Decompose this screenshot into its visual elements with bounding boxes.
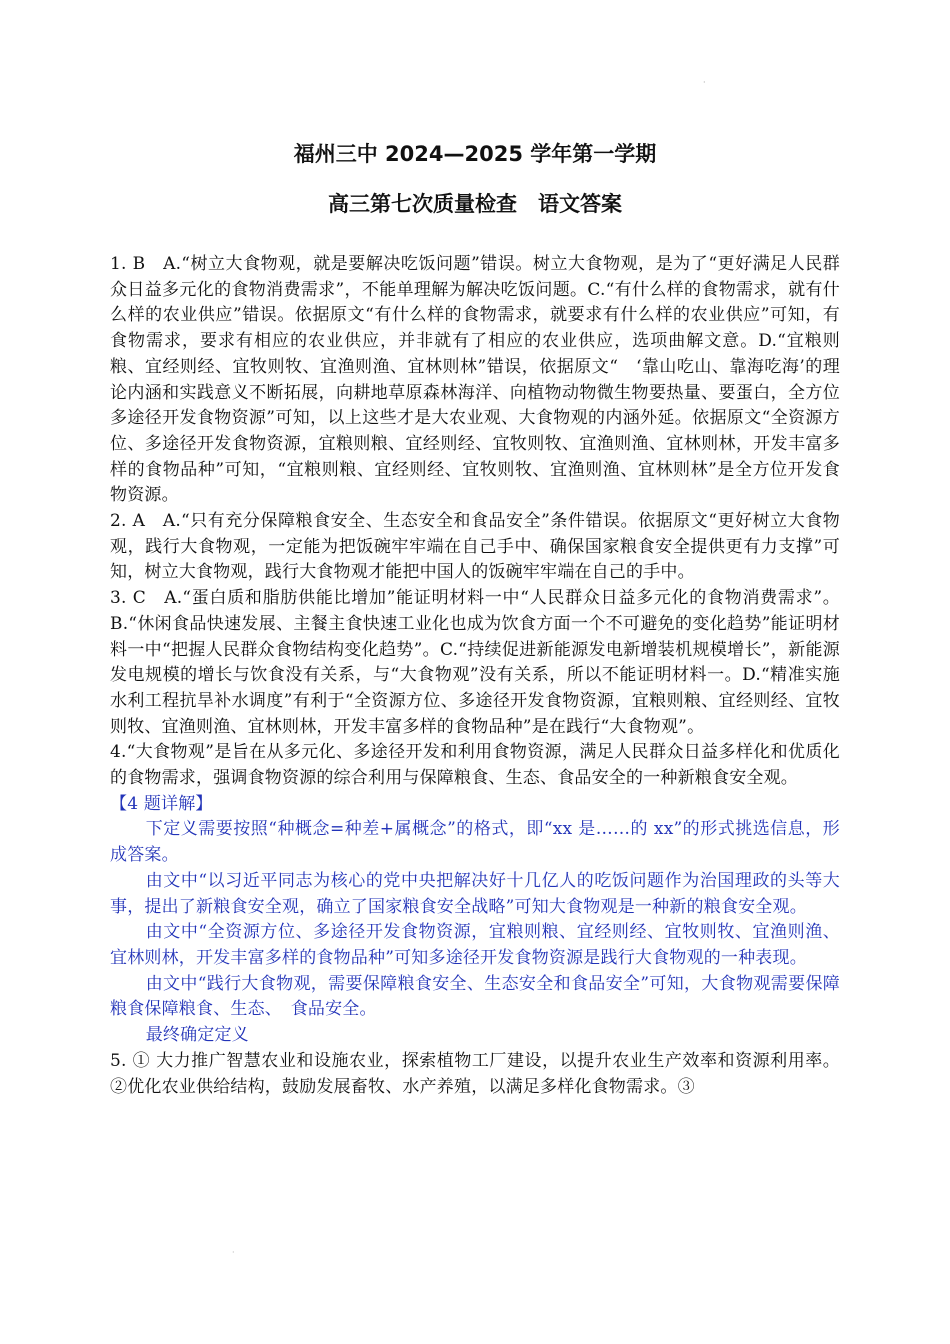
- exam-subtitle: 高三第七次质量检查 语文答案: [328, 192, 622, 216]
- detail-heading: 【4 题详解】: [110, 793, 213, 814]
- answer-q3: 3. C A.“蛋白质和脂肪供能比增加”能证明材料一中“人民群众日益多元化的食物消费需求”。B.“休闲食品快速发展、主餐主食快速工业化也成为饮食方面一个不可避免的变化趋势”能证明材料一中“把握人民群众食物结构变化趋势”。C.“持续促进新能源发电新增装机规模增长”，新能源发电规模的增长与饮食没有关系，与“大食物观”没有关系，所以不能证明材料一。D.“精准实施水利工程抗旱补水调度”有利于“全资源方位、多途径开发食物资源，宜粮则粮、宜经则经、宜牧则牧、宜渔则渔、宜林则林，开发丰富多样的食物品种”是在践行“大食物观”。: [110, 588, 840, 737]
- detail-paragraph-1: 下定义需要按照“种概念=种差+属概念”的格式，即“xx 是……的 xx”的形式挑选信息，形成答案。: [110, 819, 840, 866]
- detail-paragraph-3: 由文中“全资源方位、多途径开发食物资源，宜粮则粮、宜经则经、宜牧则牧、宜渔则渔、宜林则林，开发丰富多样的食物品种”可知多途径开发食物资源是践行大食物观的一种表现。: [110, 922, 840, 968]
- answer-q2: 2. A A.“只有充分保障粮食安全、生态安全和食品安全”条件错误。依据原文“更好树立大食物观，践行大食物观，一定能为把饭碗牢牢端在自己手中、确保国家粮食安全提供更有力支撑”可知，树立大食物观，践行大食物观才能把中国人的饭碗牢牢端在自己的手中。: [110, 511, 840, 583]
- detail-paragraph-2: 由文中“以习近平同志为核心的党中央把解决好十几亿人的吃饭问题作为治国理政的头等大事，提出了新粮食安全观，确立了国家粮食安全战略”可知大食物观是一种新的粮食安全观。: [110, 870, 840, 917]
- answer-q1: 1. B A.“树立大食物观，就是要解决吃饭问题”错误。树立大食物观，是为了“更好满足人民群众日益多元化的食物消费需求”，不能单理解为解决吃饭问题。C.“有什么样的食物需求，就有什么样的农业供应”错误。依据原文“有什么样的食物需求，就要求有什么样的农业供应”可知，有食物需求，要求有相应的农业供应，并非就有了相应的农业供应，选项曲解文意。D.“宜粮则粮、宜经则经、宜牧则牧、宜渔则渔、宜林则林”错误，依据原文“ ‘靠山吃山、靠海吃海’的理论内涵和实践意义不断拓展，向耕地草原森林海洋、向植物动物微生物要热量、要蛋白，全方位多途径开发食物资源”可知，以上这些才是大农业观、大食物观的内涵外延。依据原文“全资源方位、多途径开发食物资源，宜粮则粮、宜经则经、宜牧则牧、宜渔则渔、宜林则林，开发丰富多样的食物品种”可知，“宜粮则粮、宜经则经、宜牧则牧、宜渔则渔、宜林则林”是全方位开发食物资源。: [110, 254, 840, 506]
- scan-dot-bottom: ·: [232, 1248, 235, 1257]
- detail-paragraph-4: 由文中“践行大食物观，需要保障粮食安全、生态安全和食品安全”可知，大食物观需要保障粮食保障粮食、生态、 食品安全。: [110, 973, 840, 1020]
- detail-paragraph-5: 最终确定定义: [145, 1025, 249, 1046]
- answer-content: [110, 252, 840, 1100]
- answer-q5: 5. ① 大力推广智慧农业和设施农业，探索植物工厂建设，以提升农业生产效率和资源利用率。②优化农业供给结构，鼓励发展畜牧、水产养殖，以满足多样化食物需求。③: [110, 1050, 840, 1097]
- answer-q4: 4.“大食物观”是旨在从多元化、多途径开发和利用食物资源，满足人民群众日益多样化和优质化的食物需求，强调食物资源的综合利用与保障粮食、生态、食品安全的一种新粮食安全观。: [110, 742, 840, 789]
- exam-title: 福州三中 2024—2025 学年第一学期: [293, 142, 657, 166]
- scan-dot: ·: [703, 78, 706, 87]
